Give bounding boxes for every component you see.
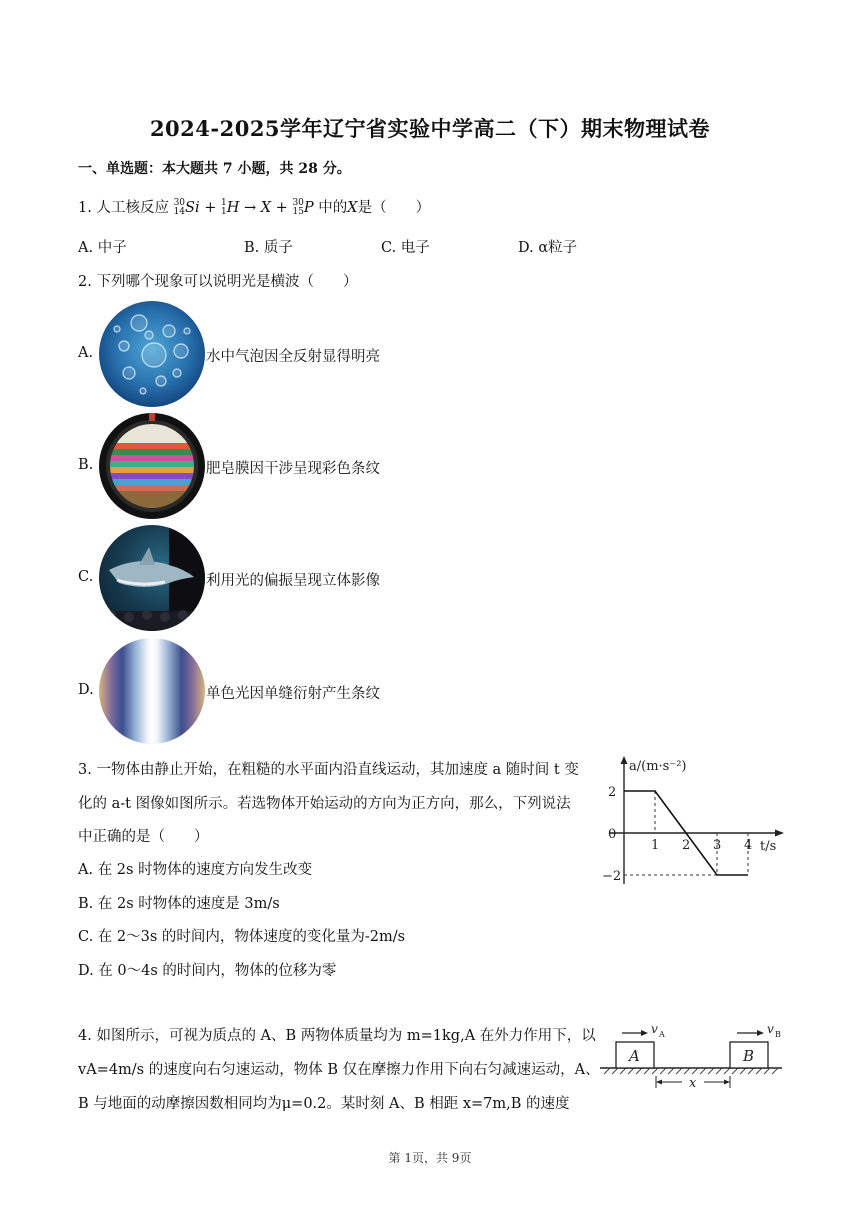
y-axis-label: a/(m·s⁻²): [629, 759, 687, 774]
3d-cinema-image: [99, 525, 205, 631]
velocity-b-label: v: [767, 1022, 774, 1036]
question-3-line-1: 3. 一物体由静止开始，在粗糙的水平面内沿直线运动，其加速度 a 随时间 t 变: [78, 762, 579, 778]
y-tick-label-0: 2: [608, 785, 617, 800]
question-1-stem: 1. 人工核反应 30 14 Si + 1 1 H → X + 30 15 P 中的X是（ ）: [78, 198, 431, 217]
block-b-label: B: [743, 1047, 755, 1065]
x-tick-label-3: 3: [713, 838, 722, 853]
y-tick-label-2: −2: [602, 869, 622, 884]
question-3-line-3: 中正确的是（ ）: [78, 829, 209, 845]
question-3-option-a: A. 在 2s 时物体的速度方向发生改变: [78, 862, 313, 878]
velocity-b-subscript: B: [775, 1030, 781, 1039]
distance-label: x: [689, 1076, 697, 1091]
nuclide-p: 30 15 P: [292, 198, 314, 217]
page-title: 2024-2025学年辽宁省实验中学高二（下）期末物理试卷: [149, 116, 711, 141]
x-tick-label-1: 1: [651, 838, 660, 853]
nuclide-si: 30 14 Si: [173, 198, 200, 217]
x-axis-label: t/s: [760, 839, 777, 854]
question-4-line-1: 4. 如图所示，可视为质点的 A、B 两物体质量均为 m=1kg,A 在外力作用下，以: [78, 1028, 596, 1044]
chart-axes: [610, 756, 784, 884]
y-tick-label-1: 0: [608, 827, 617, 842]
acceleration-time-chart: [602, 752, 792, 892]
exam-page: 2024-2025学年辽宁省实验中学高二（下）期末物理试卷 一、单选题：本大题共 7 小题，共 28 分。 1. 人工核反应 30 14 Si + 1 1 H → X + 30 15 P 中的X是（ ） A. 中子 B. 质子 C. 电子 D. α粒子 2. 下列哪个现象可以说明光是横波（ ） A. 水中气泡因全反射显得明亮 B. 肥皂膜因干涉呈现彩色条纹 C. 利用光的偏振呈现立体影像 D. 单色光因单缝衍射产生条纹 3. 一物体由静止开始，在粗糙的水平面内沿直线运动，其加速度 a 随时间 t 变 化的 a-t 图像如图所示。若选物体开始运动的方向为正方向，那么，下列说法 中正确的是（ ） A. 在 2s 时物体的速度方向发生改变 B. 在 2s 时物体的速度是 3m/s C. 在 2～3s 的时间内，物体速度的变化量为-2m/s D. 在 0～4s 的时间内，物体的位移为零 a/(m·s⁻²) t/s 1 2 3 4 2 0 −2 4. 如图所示，可视为质点的 A、B 两物体质量均为 m=1kg,A 在外力作用下，以 vA=4m/s 的速度向右匀速运动，物体 B 仅在摩擦力作用下向右匀减速运动，A、 B 与地面的动摩擦因数相同均为μ=0.2。某时刻 A、B 相距 x=7m,B 的速度 A B v A v B x 第 1页，共 9页: [0, 0, 860, 1216]
question-4-line-3: B 与地面的动摩擦因数相同均为μ=0.2。某时刻 A、B 相距 x=7m,B 的速度: [78, 1096, 570, 1112]
question-3-option-b: B. 在 2s 时物体的速度是 3m/s: [78, 896, 280, 912]
velocity-a-label: v: [651, 1022, 658, 1036]
option-c: C. 电子: [381, 240, 430, 256]
option-a: A. 中子: [78, 240, 127, 256]
x-tick-label-4: 4: [744, 838, 753, 853]
velocity-a-subscript: A: [659, 1030, 665, 1039]
block-a-label: A: [629, 1047, 640, 1065]
question-3-line-2: 化的 a-t 图像如图所示。若选物体开始运动的方向为正方向，那么，下列说法: [78, 796, 571, 812]
x-tick-label-2: 2: [682, 838, 691, 853]
question-4-line-2: vA=4m/s 的速度向右匀速运动，物体 B 仅在摩擦力作用下向右匀减速运动，A、: [78, 1062, 600, 1078]
soap-film-image: [99, 413, 205, 519]
nuclide-h: 1 1 H: [220, 198, 240, 217]
blocks-diagram: [598, 1020, 786, 1092]
option-d: D. α粒子: [518, 240, 578, 256]
bubbles-image: [99, 301, 205, 407]
page-footer: 第 1页，共 9页: [388, 1151, 472, 1165]
diffraction-image: [99, 638, 205, 744]
question-2-stem: 2. 下列哪个现象可以说明光是横波（ ）: [78, 274, 358, 290]
section-heading: 一、单选题：本大题共 7 小题，共 28 分。: [78, 161, 351, 177]
question-3-option-d: D. 在 0～4s 的时间内，物体的位移为零: [78, 963, 337, 979]
question-3-option-c: C. 在 2～3s 的时间内，物体速度的变化量为-2m/s: [78, 929, 406, 945]
option-b: B. 质子: [244, 240, 293, 256]
